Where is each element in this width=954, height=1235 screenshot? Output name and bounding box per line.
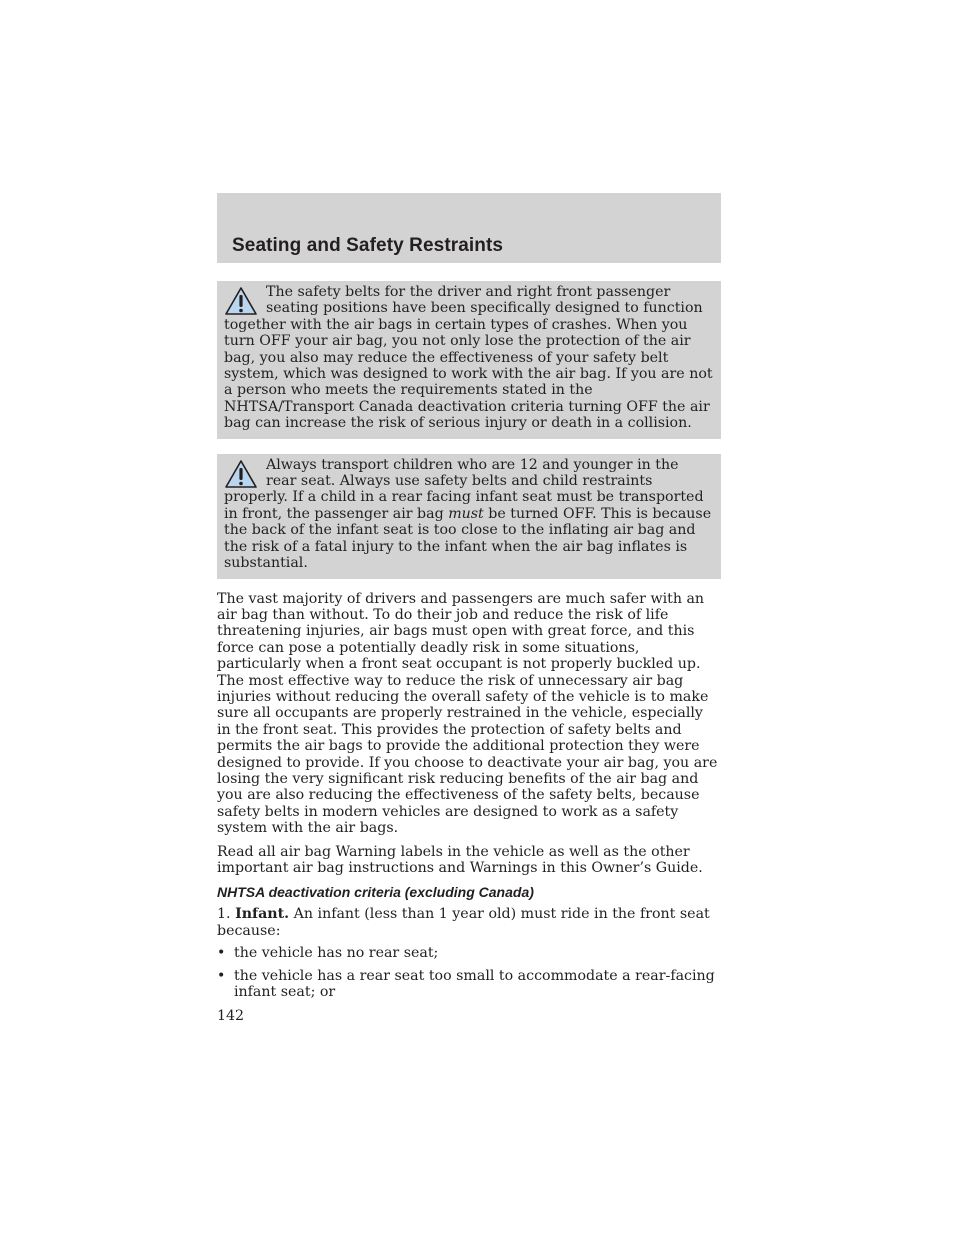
bullet-dot: • xyxy=(217,967,226,984)
list-item xyxy=(217,968,721,1001)
warning-text xyxy=(224,457,713,572)
page-number: 142 xyxy=(217,1008,245,1025)
warning-triangle-icon xyxy=(224,286,258,316)
body-paragraph-warning-labels: Read all air bag Warning labels in the vehicle as well as the other important air bag instructions and Warnings in this Owner’s Guide. xyxy=(217,843,703,876)
warning-triangle-icon xyxy=(224,459,258,489)
section-title: Seating and Safety Restraints xyxy=(232,235,504,256)
body-text xyxy=(217,591,721,1025)
warning-box-child-rear-seat xyxy=(217,454,721,579)
warning-text-after: be turned OFF. This is because the back of the infant seat is too close to the inflating air bag and the risk of a fatal injury to the infant when the air bag inflates is substantial. xyxy=(224,505,712,572)
item-number: 1. xyxy=(217,906,231,923)
warning-text-before: Always transport children who are 12 and younger in the rear seat. Always use safety belts and child restraints properly. If a child in a rear facing infant seat must be transported in front, the passenger air bag xyxy=(224,456,704,522)
subheading-nhtsa-criteria: NHTSA deactivation criteria (excluding Canada) xyxy=(217,884,534,901)
manual-page xyxy=(217,193,721,1025)
item-label: Infant. xyxy=(235,906,290,923)
warning-text: The safety belts for the driver and right front passenger seating positions have been specifically designed to function together with the air bags in certain types of crashes. When you turn OFF your air bag, you not only lose the protection of the air bag, you also may reduce the effectiveness of your safety belt system, which was designed to work with the air bag. If you are not a person who meets the requirements stated in the NHTSA/Transport Canada deactivation criteria turning OFF the air bag can increase the risk of serious injury or death in a collision. xyxy=(224,284,713,432)
item-text: An infant (less than 1 year old) must ride in the front seat because: xyxy=(217,906,710,939)
warning-box-airbag-deactivation xyxy=(217,281,721,439)
bullet-dot: • xyxy=(217,945,226,962)
numbered-item-infant xyxy=(217,906,721,939)
bullet-text: the vehicle has a rear seat too small to accommodate a rear-facing infant seat; or xyxy=(234,967,715,1001)
bullet-list xyxy=(217,945,721,1000)
list-item xyxy=(217,945,721,961)
section-header-band xyxy=(217,193,721,263)
bullet-text: the vehicle has no rear seat; xyxy=(234,945,439,962)
body-paragraph-airbag-safety: The vast majority of drivers and passengers are much safer with an air bag than without. To do their job and reduce the risk of life threatening injuries, air bags must open with great force, and this force can pose a potentially deadly risk in some situations, particularly when a front seat occupant is not properly buckled up. The most effective way to reduce the risk of unnecessary air bag injuries without reducing the overall safety of the vehicle is to make sure all occupants are properly restrained in the vehicle, especially in the front seat. This provides the protection of safety belts and permits the air bags to provide the additional protection they were designed to provide. If you choose to deactivate your air bag, you are losing the very significant risk reducing benefits of the air bag and you are also reducing the effectiveness of the safety belts, because safety belts in modern vehicles are designed to work as a safety system with the air bags. xyxy=(217,590,718,837)
warning-emphasis: must xyxy=(448,505,484,522)
